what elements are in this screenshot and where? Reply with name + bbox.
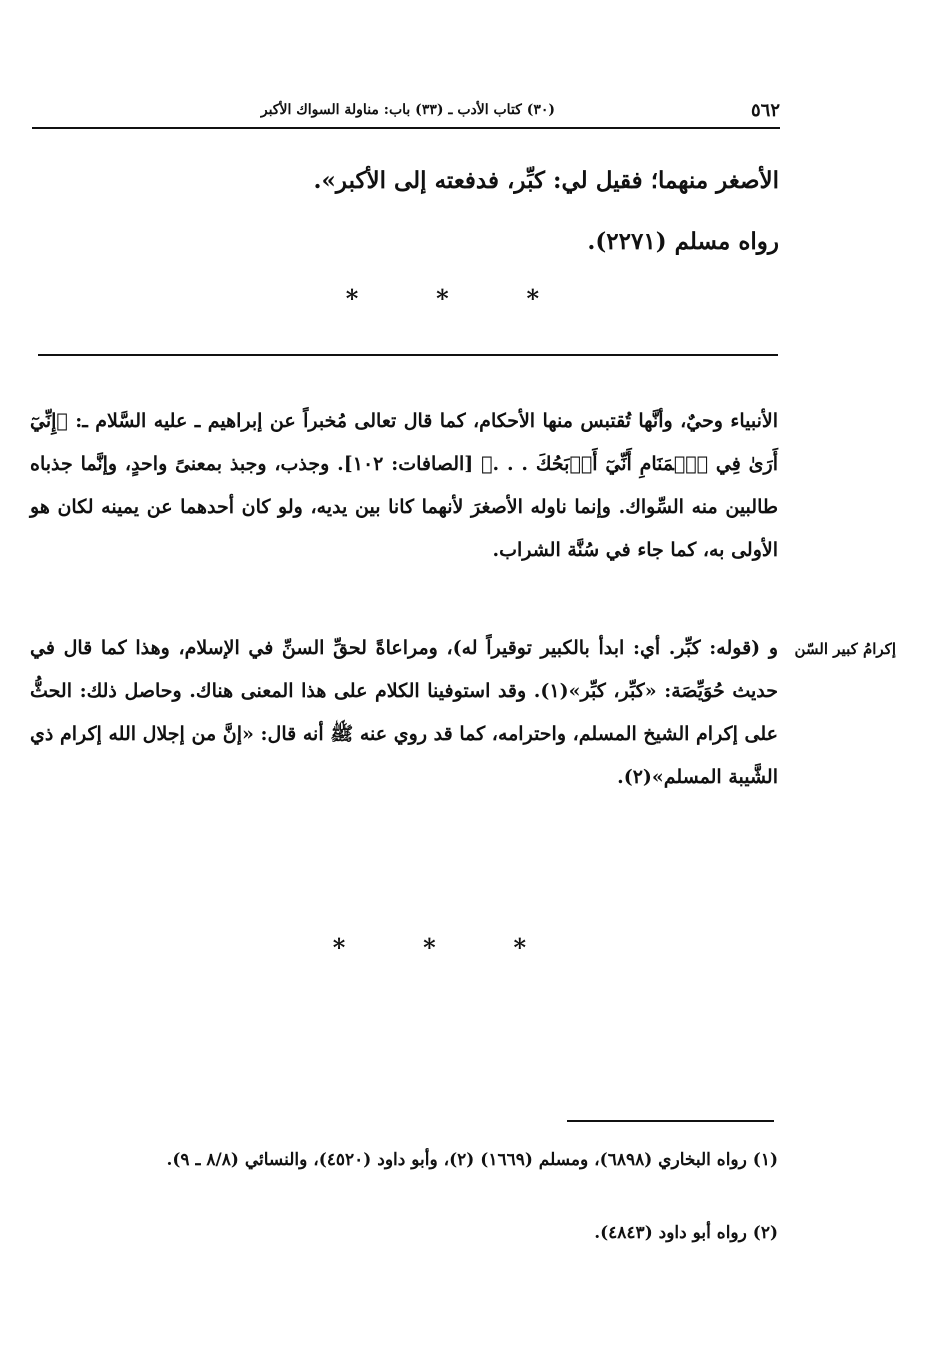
separator-star: * bbox=[436, 284, 449, 313]
star-separator-bottom bbox=[298, 933, 561, 962]
footnote: (١) رواه البخاري (٦٨٩٨)، ومسلم (١٦٦٩) (٢)، وأبو داود (٤٥٢٠)، والنسائي (٨/٨ ـ ٩). bbox=[166, 1150, 778, 1170]
page-number: ٥٦٢ bbox=[750, 100, 780, 121]
margin-heading: إكرامُ كبير السّن bbox=[794, 640, 896, 658]
commentary-paragraph: و (قوله: كبِّر. أي: ابدأ بالكبير توقيراً له)، ومراعاةً لحقِّ السنِّ في الإسلام، وهذا كما قال في حديث حُوَيِّصَة: «كبِّر، كبِّر»(١). وقد استوفينا الكلام على هذا المعنى هناك. وحاصل ذلك: الحثُّ على إكرام الشيخ المسلم، واحترامه، كما قد روي عنه ﷺ أنه قال: «إنَّ من إجلال الله إكرام ذي الشَّيبة المسلم»(٢). bbox=[30, 637, 778, 788]
header-rule bbox=[32, 127, 780, 129]
separator-star: * bbox=[423, 933, 436, 962]
separator-star: * bbox=[526, 284, 539, 313]
separator-star: * bbox=[513, 933, 526, 962]
hadith-text-line: الأصغر منهما؛ فقيل لي: كبِّر، فدفعته إلى الأكبر». bbox=[313, 167, 779, 194]
running-title: (٣٠) كتاب الأدب ـ (٣٣) باب: مناولة السواك الأكبر bbox=[260, 102, 555, 118]
footnote: (٢) رواه أبو داود (٤٨٤٣). bbox=[594, 1223, 778, 1243]
separator-star: * bbox=[332, 933, 346, 962]
star-separator-top bbox=[311, 284, 574, 313]
hadith-source-line: رواه مسلم (٢٢٧١). bbox=[587, 228, 779, 255]
separator-star: * bbox=[345, 284, 359, 313]
commentary-paragraph: الأنبياء وحيٌ، وأنَّها تُقتبس منها الأحكام، كما قال تعالى مُخبراً عن إبراهيم ـ عليه السَّلام ـ: ﴿إِنِّيٓ أَرَىٰ فِي ٱلۡمَنَامِ أَنِّيٓ أَذۡبَحُكَ . . .﴾ [الصافات: ١٠٢]. وجذب، وجبذ بمعنىً واحدٍ، وإنَّما جذباه طالبين منه السِّواك. وإنما ناوله الأصغرَ لأنهما كانا بين يديه، ولو كان أحدهما عن يمينه لكان هو الأولى به، كما جاء في سُنَّة الشراب. bbox=[30, 410, 778, 561]
running-header bbox=[32, 100, 780, 126]
footnote-rule bbox=[567, 1120, 774, 1122]
section-divider bbox=[38, 354, 778, 356]
